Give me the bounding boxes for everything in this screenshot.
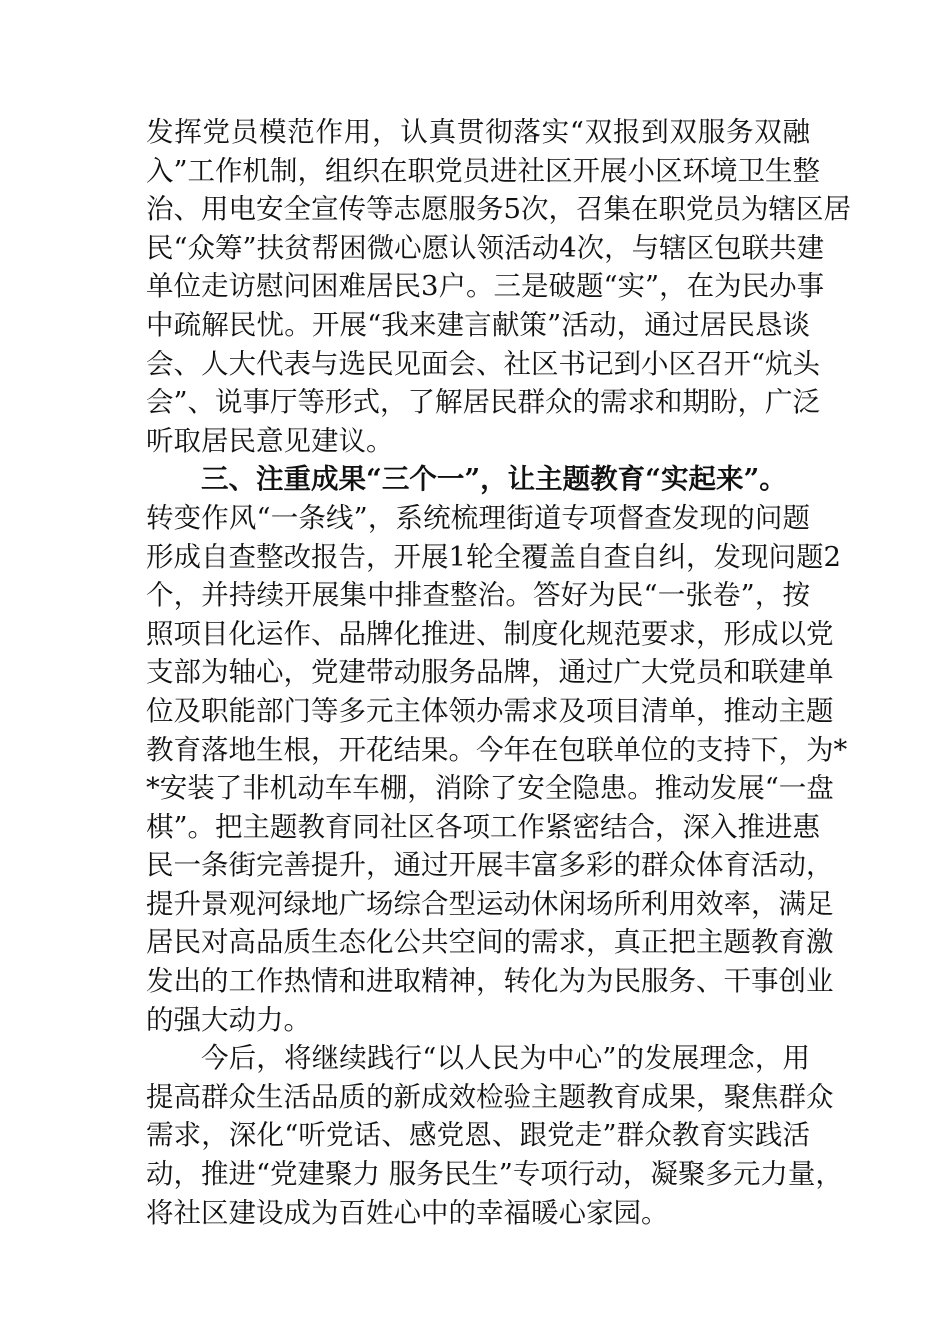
text-line: 民“众筹”扶贫帮困微心愿认领活动4次，与辖区包联共建 bbox=[146, 231, 825, 264]
text-line: 将社区建设成为百姓心中的幸福暖心家园。 bbox=[146, 1196, 669, 1229]
text-line: 位及职能部门等多元主体领办需求及项目清单，推动主题 bbox=[146, 694, 834, 727]
text-line: 提升景观河绿地广场综合型运动休闲场所利用效率，满足 bbox=[146, 887, 834, 920]
text-line: 听取居民意见建议。 bbox=[146, 424, 394, 457]
text-line: 中疏解民忧。开展“我来建言献策”活动，通过居民恳谈 bbox=[146, 308, 810, 341]
text-line: 需求，深化“听党话、感党恩、跟党走”群众教育实践活 bbox=[146, 1119, 810, 1152]
text-line: 的强大动力。 bbox=[146, 1003, 311, 1036]
text-line: 个，并持续开展集中排查整治。答好为民“一张卷”，按 bbox=[146, 579, 810, 612]
document-body bbox=[146, 113, 851, 1232]
text-line: 形成自查整改报告，开展1轮全覆盖自查自纠，发现问题2 bbox=[146, 540, 841, 573]
text-line: 会”、说事厅等形式，了解居民群众的需求和期盼，广泛 bbox=[146, 386, 821, 419]
text-line: 动，推进“党建聚力 服务民生”专项行动，凝聚多元力量， bbox=[146, 1158, 843, 1191]
text-line: 民一条街完善提升，通过开展丰富多彩的群众体育活动， bbox=[146, 849, 834, 882]
text-line: 今后，将继续践行“以人民为中心”的发展理念，用 bbox=[201, 1042, 810, 1075]
text-line: 支部为轴心，党建带动服务品牌，通过广大党员和联建单 bbox=[146, 656, 834, 689]
text-line: 入”工作机制，组织在职党员进社区开展小区环境卫生整 bbox=[146, 154, 821, 187]
text-line: 转变作风“一条线”，系统梳理街道专项督查发现的问题 bbox=[146, 501, 810, 534]
text-line: 治、用电安全宣传等志愿服务5次，召集在职党员为辖区居 bbox=[146, 193, 851, 226]
text-line: 发挥党员模范作用，认真贯彻落实“双报到双服务双融 bbox=[146, 116, 810, 148]
text-line: 发出的工作热情和进取精神，转化为为民服务、干事创业 bbox=[146, 965, 834, 998]
text-line: 居民对高品质生态化公共空间的需求，真正把主题教育激 bbox=[146, 926, 834, 959]
text-line: 会、人大代表与选民见面会、社区书记到小区召开“炕头 bbox=[146, 347, 821, 380]
text-line: *安装了非机动车车棚，消除了安全隐患。推动发展“一盘 bbox=[146, 772, 834, 805]
text-line: 提高群众生活品质的新成效检验主题教育成果，聚焦群众 bbox=[146, 1080, 834, 1113]
text-line: 棋”。把主题教育同社区各项工作紧密结合，深入推进惠 bbox=[146, 810, 821, 843]
section-heading: 三、注重成果“三个一”，让主题教育“实起来”。 bbox=[201, 463, 787, 496]
text-line: 照项目化运作、品牌化推进、制度化规范要求，形成以党 bbox=[146, 617, 834, 650]
text-line: 单位走访慰问困难居民3户。三是破题“实”，在为民办事 bbox=[146, 270, 825, 303]
text-line: 教育落地生根，开花结果。今年在包联单位的支持下，为* bbox=[146, 733, 848, 766]
